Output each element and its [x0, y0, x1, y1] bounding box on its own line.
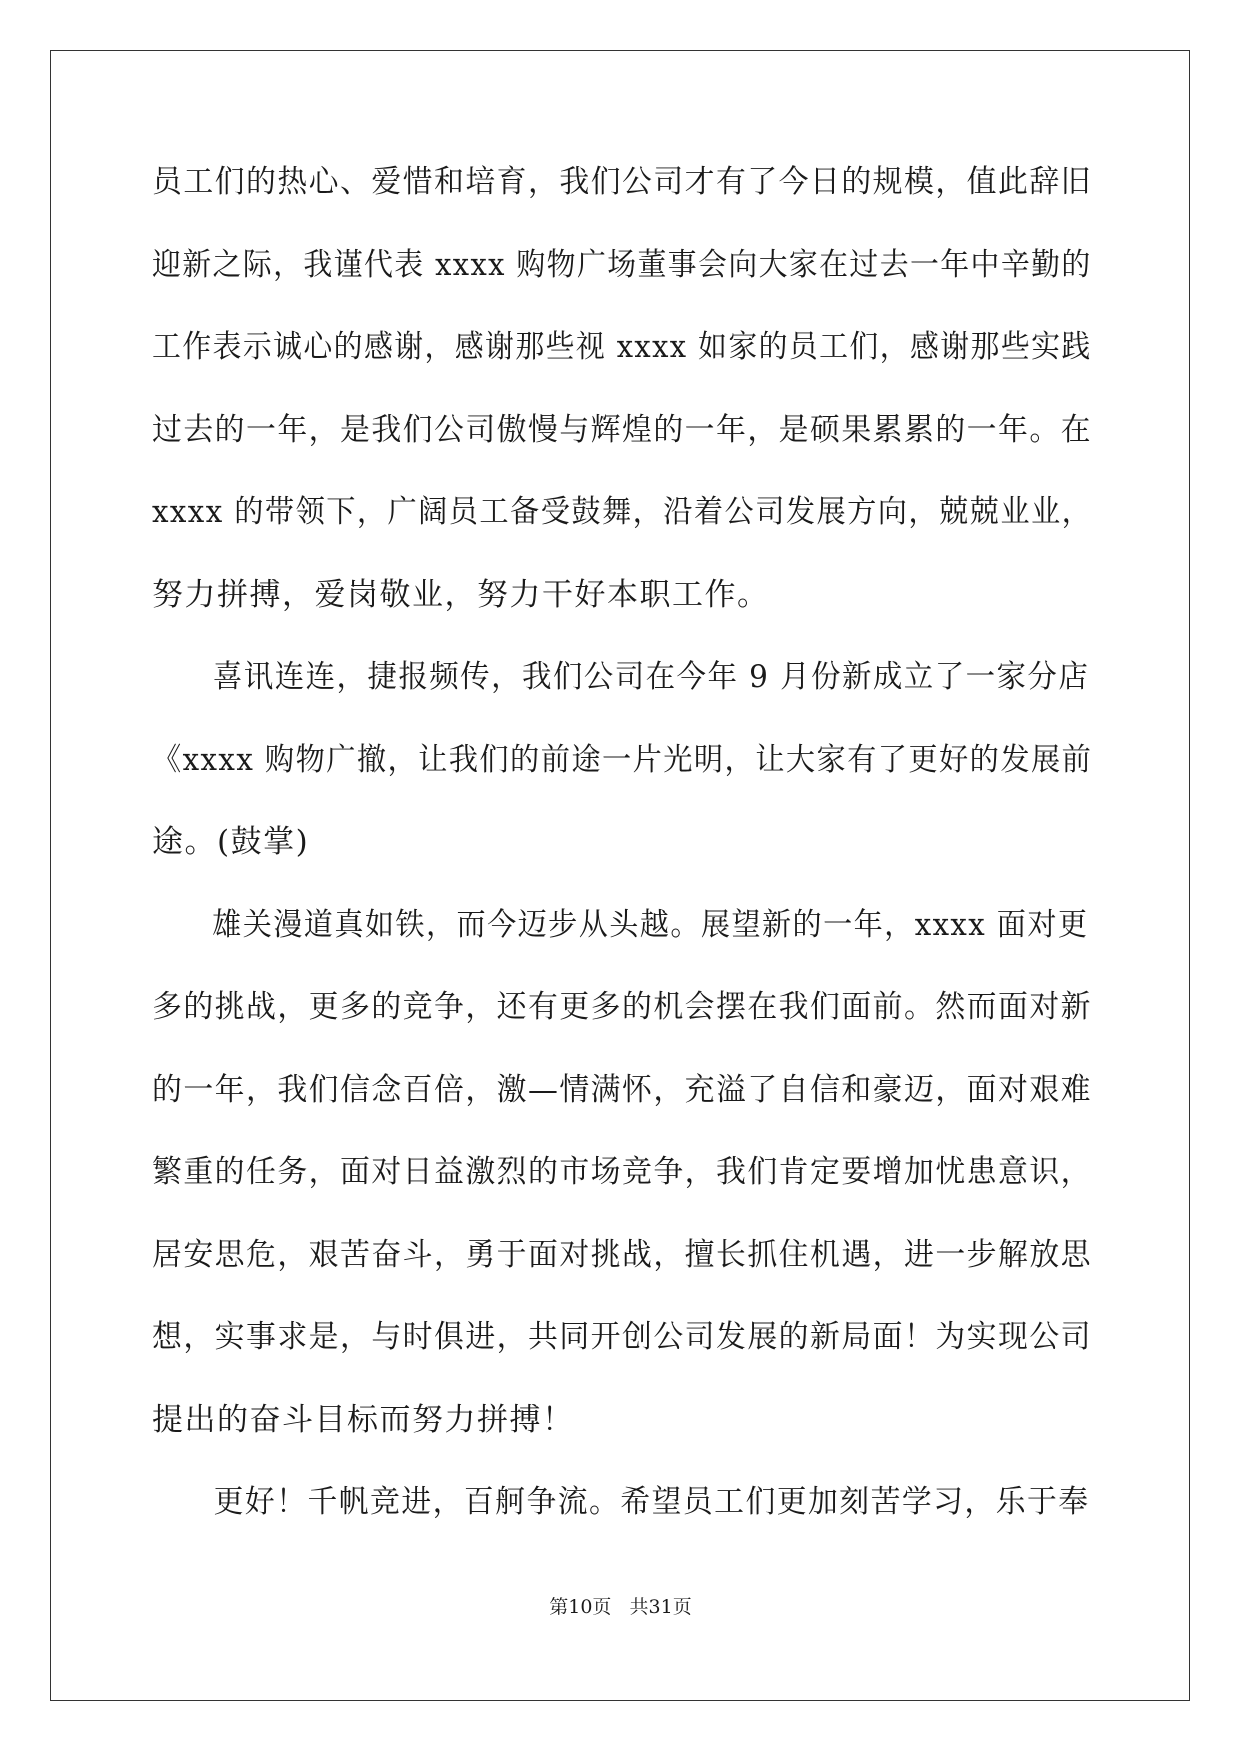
paragraph-start-line: 更好！千帆竞进，百舸争流。希望员工们更加刻苦学习，乐于奉 [213, 1484, 1090, 1520]
text-line: 《xxxx 购物广撤，让我们的前途一片光明，让大家有了更好的发展前 [152, 741, 1093, 778]
text-line: 努力拼搏，爱岗敬业，努力干好本职工作。 [152, 576, 770, 613]
text-line: 想，实事求是，与时俱进，共同开创公司发展的新局面！为实现公司 [152, 1319, 1092, 1355]
text-line: 多的挑战，更多的竞争，还有更多的机会摆在我们面前。然而面对新 [152, 989, 1092, 1025]
paragraph-start-line: 雄关漫道真如铁，而今迈步从头越。展望新的一年，xxxx 面对更 [212, 906, 1089, 943]
text-line: 提出的奋斗目标而努力拼搏！ [152, 1401, 575, 1438]
text-line: 工作表示诚心的感谢，感谢那些视 xxxx 如家的员工们，感谢那些实践 [152, 329, 1092, 365]
text-line: 迎新之际，我谨代表 xxxx 购物广场董事会向大家在过去一年中辛勤的 [152, 246, 1092, 283]
paragraph-start-line: 喜讯连连，捷报频传，我们公司在今年 9 月份新成立了一家分店 [212, 659, 1090, 695]
text-line: 途。(鼓掌) [152, 824, 310, 860]
text-line: xxxx 的带领下，广阔员工备受鼓舞，沿着公司发展方向，兢兢业业， [152, 494, 1093, 530]
text-line: 繁重的任务，面对日益激烈的市场竞争，我们肯定要增加忧患意识， [152, 1154, 1092, 1190]
text-line: 的一年，我们信念百倍，激—情满怀，充溢了自信和豪迈，面对艰难 [152, 1071, 1092, 1108]
text-line: 员工们的热心、爱惜和培育，我们公司才有了今日的规模，值此辞旧 [152, 164, 1092, 200]
text-line: 居安思危，艰苦奋斗，勇于面对挑战，擅长抓住机遇，进一步解放思 [152, 1236, 1092, 1273]
page-number-footer: 第10页 共31页 [549, 1596, 692, 1618]
text-line: 过去的一年，是我们公司傲慢与辉煌的一年，是硕果累累的一年。在 [152, 411, 1092, 448]
document-body [152, 157, 1092, 1560]
